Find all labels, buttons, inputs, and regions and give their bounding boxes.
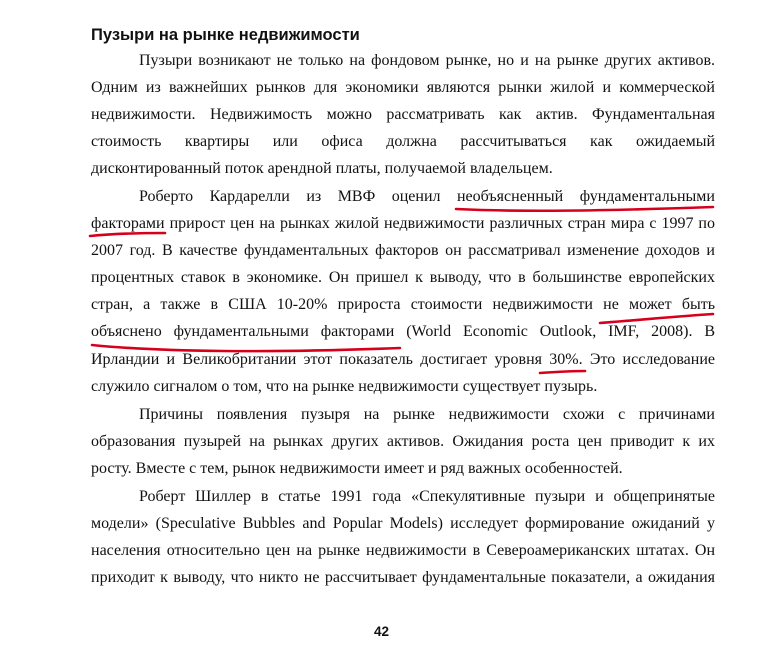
text-line: стран, а также в США 10-20% прироста стоимости недвижимости не может быть [91,296,715,313]
text-line: приходит к выводу, что никто не рассчитывает фундаментальные показатели, а ожидания [91,569,715,586]
text-line: 2007 год. В качестве фундаментальных факторов он рассматривал изменение доходов и [91,242,715,259]
text-line: служило сигналом о том, что на рынке недвижимости существует пузырь. [91,378,598,395]
underline-thirty-percent [540,371,585,373]
underline-unexplained-factors-1 [456,207,713,211]
text-line: росту. Вместе с тем, рынок недвижимости имеет и ряд важных особенностей. [91,460,623,477]
text-line: факторами прирост цен на рынках жилой недвижимости различных стран мира с 1997 по [91,215,715,232]
text-line: процентных ставок в экономике. Он пришел к выводу, что в большинстве европейских [91,269,715,286]
text-line: модели» (Speculative Bubbles and Popular Models) исследует формирование ожиданий у [91,515,715,532]
text-line: Причины появления пузыря на рынке недвижимости схожи с причинами [139,406,715,423]
text-line: населения относительно цен на рынке недвижимости в Североамериканских штатах. Он [91,542,715,559]
text-line: Ирландии и Великобритании этот показатель достигает уровня 30%. Это исследование [91,351,715,368]
text-line: недвижимости. Недвижимость можно рассматривать как актив. Фундаментальная [91,106,715,123]
section-heading: Пузыри на рынке недвижимости [91,26,360,44]
text-line: дисконтированный поток арендной платы, получаемой владельцем. [91,160,553,177]
text-line: Роберт Шиллер в статье 1991 года «Спекулятивные пузыри и общепринятые [139,488,715,505]
text-line: стоимость квартиры или офиса должна рассчитываться как ожидаемый [91,133,715,150]
text-line: образования пузырей на рынках других активов. Ожидания роста цен приводит к их [91,433,715,450]
text-line: Одним из важнейших рынков для экономики являются рынки жилой и коммерческой [91,79,715,96]
page-number: 42 [373,624,390,639]
text-line: объяснено фундаментальными факторами (World Economic Outlook, IMF, 2008). В [91,323,715,340]
text-line: Пузыри возникают не только на фондовом рынке, но и на рынке других активов. [139,52,715,69]
text-line: Роберто Кардарелли из МВФ оценил необъясненный фундаментальными [139,188,715,205]
